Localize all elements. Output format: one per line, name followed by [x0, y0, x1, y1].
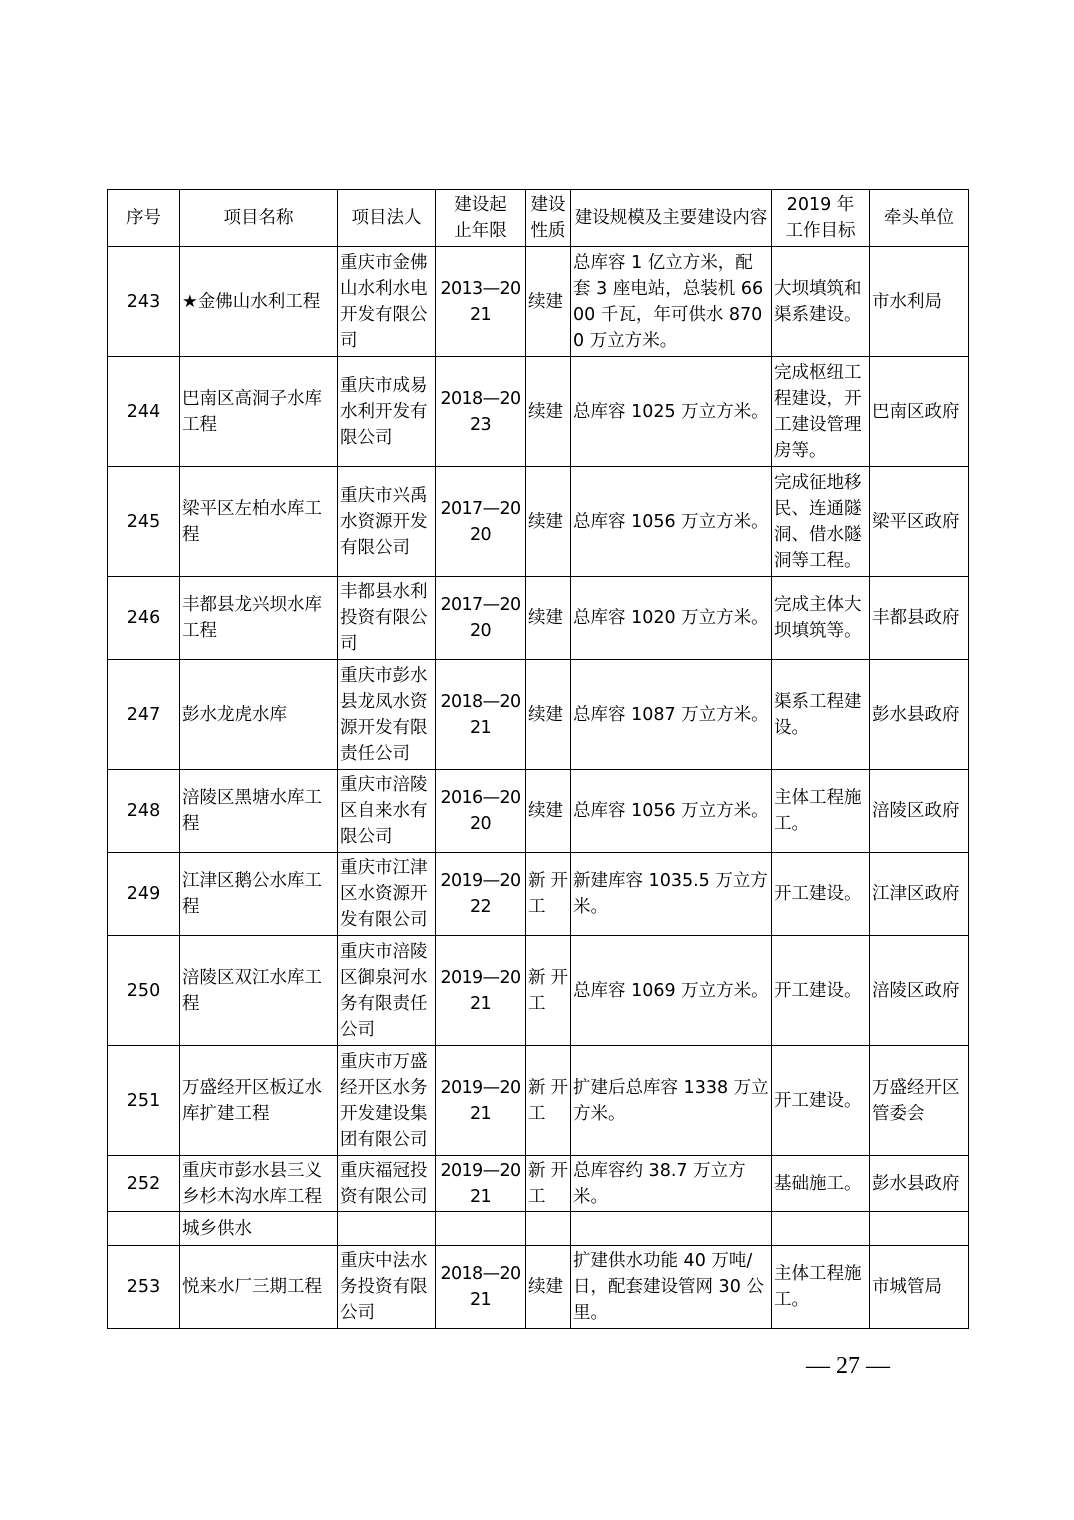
- cell-legal: 重庆市彭水县龙凤水资源开发有限责任公司: [338, 660, 436, 770]
- cell-type: 新开工: [526, 936, 571, 1046]
- header-type: 建设 性质: [526, 190, 571, 247]
- page-number: — 27 —: [806, 1353, 890, 1379]
- table-row: [108, 467, 969, 577]
- table-row: [108, 1156, 969, 1212]
- cell-lead: 市城管局: [870, 1246, 969, 1329]
- header-lead: 牵头单位: [870, 190, 969, 247]
- table-row: [108, 770, 969, 853]
- cell-target: 基础施工。: [772, 1156, 870, 1212]
- cell-target: 完成主体大坝填筑等。: [772, 577, 870, 660]
- cell-type: 新开工: [526, 1046, 571, 1156]
- cell-years: 2019—2022: [436, 853, 526, 936]
- cell-target: 主体工程施工。: [772, 770, 870, 853]
- cell-target: 完成枢纽工程建设，开工建设管理房等。: [772, 357, 870, 467]
- table-row: [108, 357, 969, 467]
- cell-lead: 梁平区政府: [870, 467, 969, 577]
- cell-name: 江津区鹅公水库工程: [180, 853, 338, 936]
- cell-scale: 总库容 1025 万立方米。: [571, 357, 772, 467]
- cell-scale: 扩建供水功能 40 万吨/日，配套建设管网 30 公里。: [571, 1246, 772, 1329]
- cell-legal: 重庆中法水务投资有限公司: [338, 1246, 436, 1329]
- cell-type: 续建: [526, 247, 571, 357]
- cell-seq: 248: [108, 770, 180, 853]
- cell-seq: 247: [108, 660, 180, 770]
- cell-lead: 市水利局: [870, 247, 969, 357]
- header-target: 2019 年 工作目标: [772, 190, 870, 247]
- cell-lead: 涪陵区政府: [870, 770, 969, 853]
- cell-scale: 扩建后总库容 1338 万立方米。: [571, 1046, 772, 1156]
- cell-lead: 涪陵区政府: [870, 936, 969, 1046]
- cell-target: 渠系工程建设。: [772, 660, 870, 770]
- section-empty-cell: [870, 1212, 969, 1246]
- header-scale: 建设规模及主要建设内容: [571, 190, 772, 247]
- cell-lead: 丰都县政府: [870, 577, 969, 660]
- cell-lead: 江津区政府: [870, 853, 969, 936]
- cell-name: 梁平区左柏水库工程: [180, 467, 338, 577]
- cell-seq: 253: [108, 1246, 180, 1329]
- cell-legal: 重庆市涪陵区御泉河水务有限责任公司: [338, 936, 436, 1046]
- cell-years: 2018—2023: [436, 357, 526, 467]
- cell-scale: 总库容 1056 万立方米。: [571, 770, 772, 853]
- cell-lead: 巴南区政府: [870, 357, 969, 467]
- cell-name: 万盛经开区板辽水库扩建工程: [180, 1046, 338, 1156]
- cell-name: 悦来水厂三期工程: [180, 1246, 338, 1329]
- cell-legal: 重庆市成易水利开发有限公司: [338, 357, 436, 467]
- cell-seq: 246: [108, 577, 180, 660]
- cell-type: 续建: [526, 1246, 571, 1329]
- cell-type: 续建: [526, 357, 571, 467]
- table-row: [108, 1046, 969, 1156]
- header-legal: 项目法人: [338, 190, 436, 247]
- cell-years: 2017—2020: [436, 467, 526, 577]
- cell-scale: 总库容 1087 万立方米。: [571, 660, 772, 770]
- cell-type: 续建: [526, 467, 571, 577]
- cell-name: 重庆市彭水县三义乡杉木沟水库工程: [180, 1156, 338, 1212]
- project-table: [107, 189, 969, 1329]
- cell-years: 2016—2020: [436, 770, 526, 853]
- cell-years: 2013—2021: [436, 247, 526, 357]
- cell-years: 2017—2020: [436, 577, 526, 660]
- header-name: 项目名称: [180, 190, 338, 247]
- section-empty-cell: [338, 1212, 436, 1246]
- cell-scale: 总库容 1 亿立方米，配套 3 座电站，总装机 6600 千瓦，年可供水 8700 万立方米。: [571, 247, 772, 357]
- cell-type: 续建: [526, 770, 571, 853]
- table-row: [108, 1246, 969, 1329]
- cell-years: 2018—2021: [436, 1246, 526, 1329]
- cell-legal: 重庆市金佛山水利水电开发有限公司: [338, 247, 436, 357]
- cell-target: 开工建设。: [772, 853, 870, 936]
- cell-target: 开工建设。: [772, 936, 870, 1046]
- table-row: [108, 936, 969, 1046]
- section-empty-cell: [571, 1212, 772, 1246]
- cell-name: 彭水龙虎水库: [180, 660, 338, 770]
- section-title: 城乡供水: [180, 1212, 338, 1246]
- table-row: [108, 660, 969, 770]
- cell-scale: 总库容约 38.7 万立方米。: [571, 1156, 772, 1212]
- cell-type: 续建: [526, 577, 571, 660]
- cell-seq: 250: [108, 936, 180, 1046]
- cell-years: 2019—2021: [436, 1156, 526, 1212]
- section-empty-cell: [526, 1212, 571, 1246]
- cell-type: 续建: [526, 660, 571, 770]
- cell-legal: 丰都县水利投资有限公司: [338, 577, 436, 660]
- cell-name: 涪陵区双江水库工程: [180, 936, 338, 1046]
- cell-type: 新开工: [526, 1156, 571, 1212]
- cell-scale: 总库容 1069 万立方米。: [571, 936, 772, 1046]
- cell-lead: 彭水县政府: [870, 1156, 969, 1212]
- cell-scale: 总库容 1056 万立方米。: [571, 467, 772, 577]
- section-empty-cell: [436, 1212, 526, 1246]
- cell-years: 2019—2021: [436, 936, 526, 1046]
- cell-legal: 重庆市兴禹水资源开发有限公司: [338, 467, 436, 577]
- cell-target: 开工建设。: [772, 1046, 870, 1156]
- cell-seq: 244: [108, 357, 180, 467]
- cell-scale: 新建库容 1035.5 万立方米。: [571, 853, 772, 936]
- cell-name: 巴南区高洞子水库工程: [180, 357, 338, 467]
- section-empty-cell: [772, 1212, 870, 1246]
- cell-legal: 重庆市涪陵区自来水有限公司: [338, 770, 436, 853]
- cell-seq: 252: [108, 1156, 180, 1212]
- cell-seq: 245: [108, 467, 180, 577]
- cell-lead: 彭水县政府: [870, 660, 969, 770]
- cell-years: 2018—2021: [436, 660, 526, 770]
- cell-target: 主体工程施工。: [772, 1246, 870, 1329]
- section-empty-cell: [108, 1212, 180, 1246]
- cell-name: 丰都县龙兴坝水库工程: [180, 577, 338, 660]
- cell-name: 涪陵区黑塘水库工程: [180, 770, 338, 853]
- cell-years: 2019—2021: [436, 1046, 526, 1156]
- cell-scale: 总库容 1020 万立方米。: [571, 577, 772, 660]
- cell-legal: 重庆福冠投资有限公司: [338, 1156, 436, 1212]
- header-row: [108, 190, 969, 247]
- cell-seq: 249: [108, 853, 180, 936]
- cell-type: 新开工: [526, 853, 571, 936]
- cell-target: 大坝填筑和渠系建设。: [772, 247, 870, 357]
- cell-lead: 万盛经开区管委会: [870, 1046, 969, 1156]
- header-years: 建设起 止年限: [436, 190, 526, 247]
- section-row: [108, 1212, 969, 1246]
- table-row: [108, 577, 969, 660]
- cell-name: ★金佛山水利工程: [180, 247, 338, 357]
- table-row: [108, 853, 969, 936]
- table-row: [108, 247, 969, 357]
- cell-target: 完成征地移民、连通隧洞、借水隧洞等工程。: [772, 467, 870, 577]
- cell-legal: 重庆市万盛经开区水务开发建设集团有限公司: [338, 1046, 436, 1156]
- cell-seq: 243: [108, 247, 180, 357]
- header-seq: 序号: [108, 190, 180, 247]
- cell-legal: 重庆市江津区水资源开发有限公司: [338, 853, 436, 936]
- cell-seq: 251: [108, 1046, 180, 1156]
